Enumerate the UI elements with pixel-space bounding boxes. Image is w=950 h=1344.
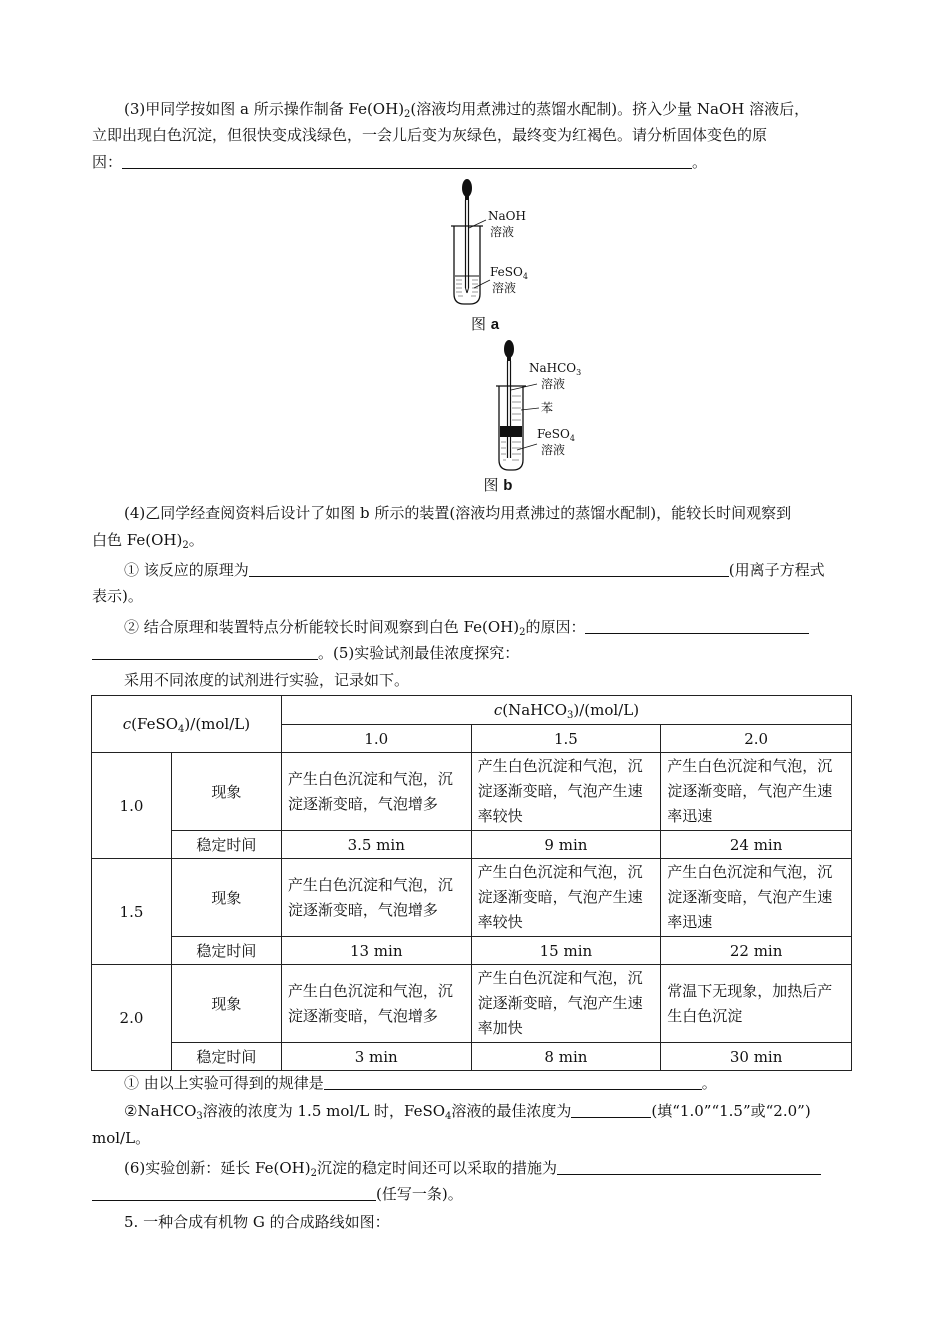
phenomenon-cell: 产生白色沉淀和气泡，沉淀逐渐变暗，气泡增多 — [281, 859, 471, 937]
table-row — [92, 1043, 852, 1071]
time-cell: 30 min — [661, 1043, 852, 1071]
table-top-header: c(NaHCO$_3$)/(mol/L) — [281, 696, 851, 725]
dropper-bulb — [504, 340, 514, 358]
time-label: 稳定时间 — [171, 1043, 281, 1071]
time-cell: 3 min — [281, 1043, 471, 1071]
time-cell: 13 min — [281, 937, 471, 965]
figure-a-apparatus — [440, 176, 550, 308]
answer-blank[interactable] — [249, 560, 729, 577]
answer-blank[interactable] — [122, 152, 692, 169]
time-cell: 3.5 min — [281, 831, 471, 859]
column-header: 1.5 — [471, 725, 661, 753]
answer-blank[interactable] — [585, 617, 809, 634]
phenomenon-cell: 产生白色沉淀和气泡，沉淀逐渐变暗，气泡产生速率较快 — [471, 753, 661, 831]
label-naoh-solution: 溶液 — [490, 225, 515, 239]
answer-blank[interactable] — [92, 1184, 376, 1201]
q3-line1: (3)甲同学按如图 a 所示操作制备 $Fe(OH)_2$(溶液均用煮沸过的蒸馏水配制)。挤入少量 NaOH 溶液后， — [124, 100, 810, 120]
answer-blank[interactable] — [557, 1158, 821, 1175]
concentration-table — [91, 695, 852, 1071]
phenomenon-cell: 产生白色沉淀和气泡，沉淀逐渐变暗，气泡增多 — [281, 965, 471, 1043]
row-concentration: 2.0 — [92, 965, 172, 1071]
label-feso4-solution: 溶液 — [492, 281, 517, 295]
q5-item2-line2: mol/L。 — [92, 1129, 151, 1147]
table-corner-header: c(FeSO$_4$)/(mol/L) — [92, 696, 282, 753]
phenomenon-cell: 常温下无现象，加热后产生白色沉淀 — [661, 965, 852, 1043]
phenomenon-label: 现象 — [171, 753, 281, 831]
phenomenon-label: 现象 — [171, 965, 281, 1043]
q4-item2: ② 结合原理和装置特点分析能较长时间观察到白色 $Fe(OH)_2$的原因： — [92, 614, 862, 640]
time-cell: 9 min — [471, 831, 661, 859]
table-row — [92, 965, 852, 1043]
answer-blank[interactable] — [571, 1101, 651, 1118]
row-concentration: 1.0 — [92, 753, 172, 859]
time-cell: 22 min — [661, 937, 852, 965]
time-label: 稳定时间 — [171, 831, 281, 859]
label-naoh: NaOH — [488, 209, 526, 223]
q4-line1: (4)乙同学经查阅资料后设计了如图 b 所示的装置(溶液均用煮沸过的蒸馏水配制)，能较长时间观察到 — [124, 504, 792, 522]
phenomenon-label: 现象 — [171, 859, 281, 937]
phenomenon-cell: 产生白色沉淀和气泡，沉淀逐渐变暗，气泡产生速率加快 — [471, 965, 661, 1043]
q4-item2-line2: 。(5)实验试剂最佳浓度探究： — [92, 640, 862, 666]
answer-blank[interactable] — [324, 1073, 702, 1090]
time-cell: 24 min — [661, 831, 852, 859]
benzene-layer — [500, 426, 522, 437]
q6-line2: (任写一条)。 — [92, 1181, 862, 1207]
q5-intro: 采用不同浓度的试剂进行实验，记录如下。 — [124, 671, 410, 689]
q4-line2: 白色 $Fe(OH)_2$。 — [92, 531, 204, 551]
q4-item1: ① 该反应的原理为 (用离子方程式 — [124, 561, 825, 579]
q6-line1: (6)实验创新：延长 $Fe(OH)_2$沉淀的稳定时间还可以采取的措施为 — [92, 1155, 862, 1181]
figure-b-caption: 图 b — [483, 476, 513, 494]
figure-b-apparatus — [495, 338, 615, 473]
answer-blank[interactable] — [92, 643, 318, 660]
phenomenon-cell: 产生白色沉淀和气泡，沉淀逐渐变暗，气泡产生速率较快 — [471, 859, 661, 937]
phenomenon-cell: 产生白色沉淀和气泡，沉淀逐渐变暗，气泡产生速率迅速 — [661, 753, 852, 831]
table-row — [92, 753, 852, 831]
q3-line2: 立即出现白色沉淀，但很快变成浅绿色，一会儿后变为灰绿色，最终变为红褐色。请分析固体变色的原 — [92, 126, 768, 144]
next-question: 5. 一种合成有机物 G 的合成路线如图： — [124, 1213, 390, 1231]
label-nahco3-solution: 溶液 — [541, 377, 566, 391]
phenomenon-cell: 产生白色沉淀和气泡，沉淀逐渐变暗，气泡增多 — [281, 753, 471, 831]
label-feso4-solution: 溶液 — [541, 443, 566, 457]
time-cell: 15 min — [471, 937, 661, 965]
time-label: 稳定时间 — [171, 937, 281, 965]
q4-item1-line2: 表示)。 — [92, 587, 143, 605]
q3-line3: 因： 。 — [92, 153, 708, 171]
column-header: 1.0 — [281, 725, 471, 753]
dropper-bulb — [462, 179, 472, 197]
label-feso4: FeSO$_4$ — [537, 427, 575, 443]
table-row — [92, 859, 852, 937]
phenomenon-cell: 产生白色沉淀和气泡，沉淀逐渐变暗，气泡产生速率迅速 — [661, 859, 852, 937]
label-benzene: 苯 — [541, 401, 554, 415]
row-concentration: 1.5 — [92, 859, 172, 965]
time-cell: 8 min — [471, 1043, 661, 1071]
q5-item2: ②NaHCO$_3$溶液的浓度为 1.5 mol/L 时，FeSO$_4$溶液的最佳浓度为 (填“1.0”“1.5”或“2.0”) — [124, 1102, 811, 1122]
table-row — [92, 937, 852, 965]
q5-item1: ① 由以上实验可得到的规律是 。 — [124, 1074, 717, 1092]
table-row — [92, 831, 852, 859]
column-header: 2.0 — [661, 725, 852, 753]
label-nahco3: NaHCO$_3$ — [529, 361, 582, 377]
label-feso4: FeSO$_4$ — [490, 265, 528, 281]
figure-a-caption: 图 a — [470, 315, 500, 333]
